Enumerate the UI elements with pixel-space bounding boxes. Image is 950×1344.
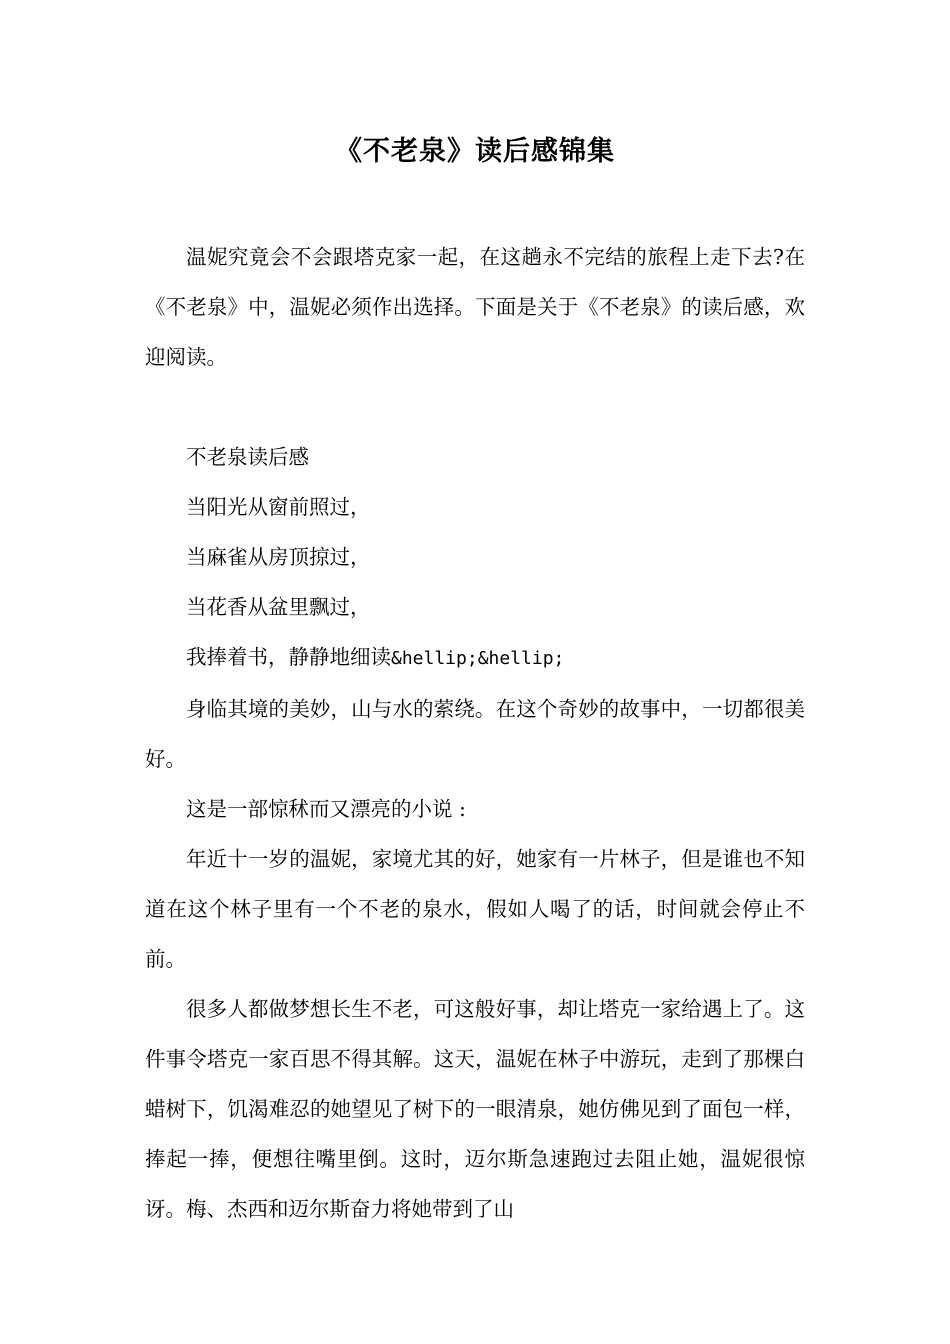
document-body	[145, 232, 805, 1234]
body-paragraph: 这是一部惊秫而又漂亮的小说 :	[186, 797, 466, 821]
poem-line: 当阳光从窗前照过，	[186, 495, 371, 519]
body-paragraph: 很多人都做梦想长生不老，可这般好事，却让塔克一家给遇上了。这件事令塔克一家百思不得其解。这天，温妮在林子中游玩，走到了那棵白蜡树下，饥渴难忍的她望见了树下的一眼清泉，她仿佛见到了面包一样，捧起一捧，便想往嘴里倒。这时，迈尔斯急速跑过去阻止她，温妮很惊讶。梅、杰西和迈尔斯奋力将她带到了山	[145, 997, 805, 1221]
body-paragraph: 年近十一岁的温妮，家境尤其的好，她家有一片林子，但是谁也不知道在这个林子里有一个不老的泉水，假如人喝了的话，时间就会停止不前。	[145, 847, 805, 971]
poem-line: 当麻雀从房顶掠过，	[186, 545, 371, 569]
document-title: 《不老泉》读后感锦集	[335, 136, 615, 167]
html-entity-text: &hellip;&hellip;	[391, 648, 565, 669]
poem-line: 当花香从盆里飘过，	[186, 595, 371, 619]
body-paragraph: 身临其境的美妙，山与水的萦绕。在这个奇妙的故事中，一切都很美好。	[145, 697, 805, 771]
blank-line	[145, 382, 805, 432]
poem-line	[145, 632, 805, 684]
intro-paragraph: 温妮究竟会不会跟塔克家一起，在这趟永不完结的旅程上走下去?在《不老泉》中，温妮必须作出选择。下面是关于《不老泉》的读后感，欢迎阅读。	[145, 245, 805, 369]
section-heading: 不老泉读后感	[186, 445, 309, 469]
poem-line-text: 我捧着书，静静地细读	[186, 645, 391, 669]
